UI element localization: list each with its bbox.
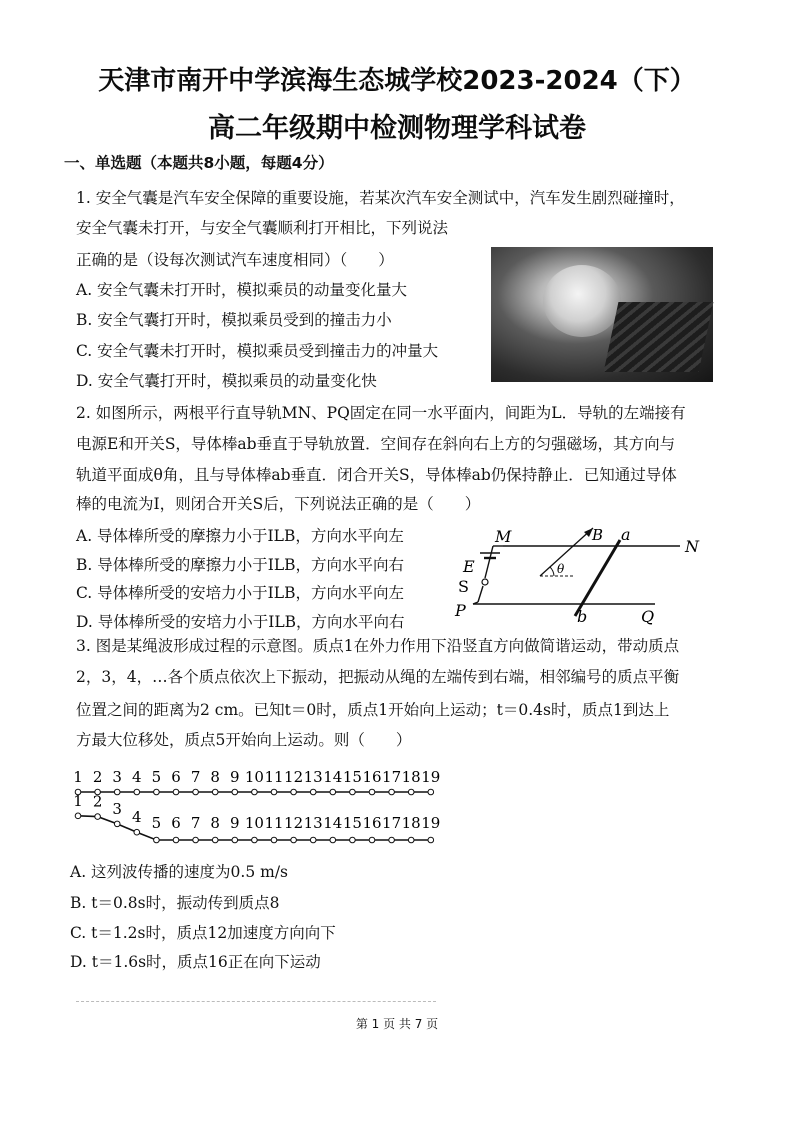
q1-stem-line3: 正确的是（设每次测试汽车速度相同）（ ）	[76, 251, 394, 269]
row1-number: 11	[264, 768, 284, 786]
row1-particle	[310, 789, 316, 795]
q2-option-c: C. 导体棒所受的安培力小于ILB，方向水平向左	[76, 584, 404, 602]
q2-option-b: B. 导体棒所受的摩擦力小于ILB，方向水平向右	[76, 556, 405, 574]
row2-particle	[193, 837, 199, 843]
row1-particle	[193, 789, 199, 795]
row2-number: 10	[244, 814, 264, 832]
rope-wave-figure	[60, 758, 460, 854]
switch-contact	[482, 579, 488, 585]
q2-stem-line1: 2. 如图所示，两根平行直导轨MN、PQ固定在同一水平面内，间距为L．导轨的左端接有	[76, 404, 686, 422]
q3-option-a: A. 这列波传播的速度为0.5 m/s	[70, 863, 288, 881]
row2-number: 16	[362, 814, 382, 832]
row1-number: 6	[171, 768, 181, 786]
label-theta: θ	[557, 562, 565, 576]
label-a: a	[621, 525, 631, 544]
label-p: P	[455, 601, 466, 620]
q3-option-d: D. t＝1.6s时，质点16正在向下运动	[70, 953, 321, 971]
row1-number: 19	[421, 768, 441, 786]
row1-number: 17	[382, 768, 402, 786]
label-b-field: B	[592, 526, 604, 544]
row1-particle	[389, 789, 395, 795]
row2-number: 5	[151, 814, 162, 832]
q2-stem-line3: 轨道平面成θ角，且与导体棒ab垂直．闭合开关S，导体棒ab仍保持静止．已知通过导体	[76, 466, 677, 484]
q3-stem-line4: 方最大位移处，质点5开始向上运动。则（ ）	[76, 731, 412, 749]
row2-particle	[252, 837, 258, 843]
row2-number: 13	[303, 814, 323, 832]
row1-number: 8	[210, 768, 220, 786]
q1-option-a: A. 安全气囊未打开时，模拟乘员的动量变化量大	[76, 281, 408, 299]
row2-number: 19	[421, 814, 441, 832]
row2-particle	[369, 837, 375, 843]
rail-circuit-figure	[445, 520, 715, 625]
row2-particle	[271, 837, 277, 843]
row1-particle	[291, 789, 297, 795]
label-e: E	[463, 557, 475, 576]
q3-option-b: B. t＝0.8s时，振动传到质点8	[70, 894, 280, 912]
field-arrow-b	[540, 528, 593, 576]
row2-number: 7	[190, 814, 201, 832]
row2-particle	[212, 837, 218, 843]
q1-option-d: D. 安全气囊打开时，模拟乘员的动量变化快	[76, 372, 377, 390]
row2-number: 3	[112, 799, 122, 818]
row2-particle	[389, 837, 395, 843]
row2-particle	[408, 837, 414, 843]
row2-number: 17	[382, 814, 402, 832]
row1-particle	[350, 789, 356, 795]
row1-particle	[134, 789, 140, 795]
row2-particle	[173, 837, 179, 843]
seat-shape	[604, 302, 714, 372]
row2-particle	[232, 837, 238, 843]
row2-number: 2	[92, 792, 103, 811]
q3-option-c: C. t＝1.2s时，质点12加速度方向向下	[70, 924, 336, 942]
section-heading: 一、单选题（本题共8小题，每题4分）	[64, 154, 334, 172]
row2-number: 4	[132, 808, 142, 827]
q2-option-d: D. 导体棒所受的安培力小于ILB，方向水平向右	[76, 613, 405, 631]
label-m: M	[495, 527, 512, 546]
label-q: Q	[641, 607, 655, 625]
row2-number: 15	[342, 814, 362, 832]
row2-number: 6	[171, 814, 181, 832]
row1-particle	[428, 789, 434, 795]
row1-number: 12	[284, 768, 304, 786]
row2-particle	[310, 837, 316, 843]
row2-particle	[95, 814, 101, 820]
row2-particle	[114, 821, 120, 827]
q3-stem-line2: 2，3，4，…各个质点依次上下振动，把振动从绳的左端传到右端，相邻编号的质点平衡	[76, 668, 680, 686]
q1-stem-line1: 1. 安全气囊是汽车安全保障的重要设施，若某次汽车安全测试中，汽车发生剧烈碰撞时，	[76, 189, 685, 207]
switch-blade	[478, 586, 483, 602]
row1-particle	[173, 789, 179, 795]
row1-particle	[369, 789, 375, 795]
row1-number: 10	[244, 768, 264, 786]
row2-number: 14	[323, 814, 343, 832]
row2-number: 9	[230, 814, 240, 832]
row1-particle	[232, 789, 238, 795]
row2-particle	[330, 837, 336, 843]
row2-particle	[154, 837, 160, 843]
q1-stem-line2: 安全气囊未打开，与安全气囊顺利打开相比，下列说法	[76, 219, 449, 237]
row1-number: 2	[92, 768, 103, 786]
airbag-shape	[543, 265, 621, 337]
row1-number: 1	[73, 768, 83, 786]
airbag-photo	[491, 247, 713, 382]
row1-number: 9	[230, 768, 240, 786]
row1-particle	[252, 789, 258, 795]
q2-option-a: A. 导体棒所受的摩擦力小于ILB，方向水平向左	[76, 527, 404, 545]
exam-title-line1: 天津市南开中学滨海生态城学校2023-2024（下）	[98, 66, 696, 96]
q1-option-b: B. 安全气囊打开时，模拟乘员受到的撞击力小	[76, 311, 392, 329]
row1-number: 3	[112, 768, 122, 786]
page-divider	[76, 1001, 436, 1002]
row1-number: 16	[362, 768, 382, 786]
row2-particle	[291, 837, 297, 843]
row1-number: 5	[151, 768, 162, 786]
row1-number: 7	[190, 768, 201, 786]
row2-number: 18	[401, 814, 421, 832]
row2-number: 8	[210, 814, 220, 832]
row2-particle	[75, 813, 81, 819]
row2-number: 11	[264, 814, 284, 832]
label-s: S	[458, 577, 469, 596]
q2-stem-line2: 电源E和开关S，导体棒ab垂直于导轨放置．空间存在斜向右上方的匀强磁场，其方向与	[76, 435, 676, 453]
q3-stem-line3: 位置之间的距离为2 cm。已知t＝0时，质点1开始向上运动；t＝0.4s时，质点1到达上	[76, 701, 670, 719]
row1-particle	[408, 789, 414, 795]
row2-particle	[134, 829, 140, 835]
row1-number: 18	[401, 768, 421, 786]
row2-particle	[428, 837, 434, 843]
q3-stem-line1: 3. 图是某绳波形成过程的示意图。质点1在外力作用下沿竖直方向做简谐运动，带动质点	[76, 637, 680, 655]
row1-particle	[154, 789, 160, 795]
page-footer: 第 1 页 共 7 页	[355, 1017, 439, 1031]
row1-particle	[212, 789, 218, 795]
exam-title-line2: 高二年级期中检测物理学科试卷	[208, 113, 586, 144]
row1-number: 15	[342, 768, 362, 786]
row2-particle	[350, 837, 356, 843]
angle-arc	[550, 567, 554, 576]
row2-number: 12	[284, 814, 304, 832]
label-n: N	[685, 537, 699, 556]
q1-option-c: C. 安全气囊未打开时，模拟乘员受到撞击力的冲量大	[76, 342, 439, 360]
row1-particle	[271, 789, 277, 795]
row1-number: 14	[323, 768, 343, 786]
row1-particle	[114, 789, 120, 795]
row1-particle	[330, 789, 336, 795]
row1-number: 13	[303, 768, 323, 786]
row2-number: 1	[73, 791, 83, 810]
label-b-end: b	[577, 607, 588, 625]
row1-number: 4	[132, 768, 142, 786]
q2-stem-line4: 棒的电流为I，则闭合开关S后，下列说法正确的是（ ）	[76, 495, 481, 513]
